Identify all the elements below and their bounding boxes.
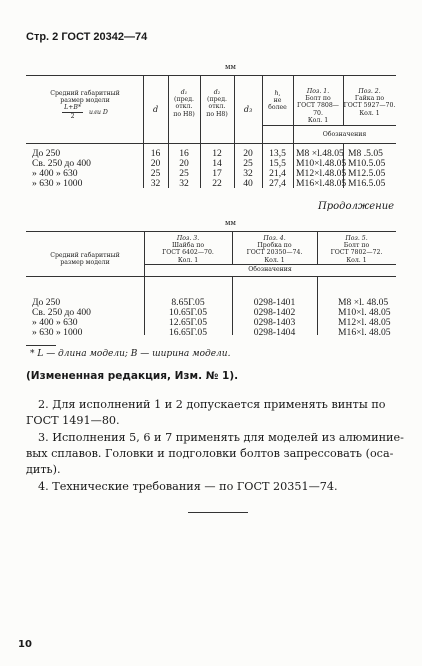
- paragraph-2-line-2: ГОСТ 1491—80.: [26, 414, 120, 427]
- t1-h-header: h, не более: [268, 90, 287, 112]
- t1-bolt-header: Поз. 1. Болт по ГОСТ 7808—70. Кол. 1: [297, 88, 339, 124]
- table1-unit: мм: [225, 63, 236, 71]
- footnote: * L — длина модели; B — ширина модели.: [30, 349, 231, 359]
- t2-plug-header: Поз. 4. Пробка по ГОСТ 20350—74. Кол. 1: [246, 235, 303, 264]
- t1-d-header: d: [152, 105, 159, 114]
- continuation-label: Продолжение: [318, 201, 395, 212]
- page-label: Стр. 2: [26, 31, 59, 43]
- t2-bolt-header: Поз. 5. Болт по ГОСТ 7802—72. Кол. 1: [330, 235, 383, 264]
- t2-washer-header: Поз. 3. Шайба по ГОСТ 6402—70. Кол. 1: [162, 235, 214, 264]
- end-divider: [188, 512, 248, 513]
- table2-unit: мм: [225, 219, 236, 227]
- page-header: [26, 31, 147, 43]
- paragraph-3-line-3: дить).: [26, 463, 61, 476]
- standard-code: ГОСТ 20342—74: [61, 31, 148, 43]
- paragraph-3-line-2: вых сплавов. Головки и подголовки болтов запрессовать (оса-: [26, 447, 394, 460]
- t2-size-header: Средний габаритный размер модели: [50, 252, 120, 267]
- page-number: 10: [18, 639, 32, 650]
- paragraph-3-line-1: 3. Исполнения 5, 6 и 7 применять для моделей из алюминие-: [38, 431, 404, 444]
- amendment-note: (Измененная редакция, Изм. № 1).: [26, 370, 239, 382]
- t1-d1-header: d₁ (пред. откл. по H8): [173, 89, 195, 118]
- t1-designations-header: Обозначения: [322, 131, 367, 138]
- t1-nut-header: Поз. 2. Гайка по ГОСТ 5927—70. Кол. 1: [343, 88, 396, 117]
- paragraph-2-line-1: 2. Для исполнений 1 и 2 допускается применять винты по: [38, 398, 386, 411]
- t1-d2-header: d₂ (пред. откл. по H8): [206, 89, 228, 118]
- t1-d3-header: d₃: [243, 105, 253, 114]
- t1-size-header: Средний габаритный размер модели L+B* 2 или D: [50, 90, 120, 120]
- t2-designations-header: Обозначения: [248, 266, 292, 273]
- paragraph-4: 4. Технические требования — по ГОСТ 20351—74.: [38, 480, 338, 493]
